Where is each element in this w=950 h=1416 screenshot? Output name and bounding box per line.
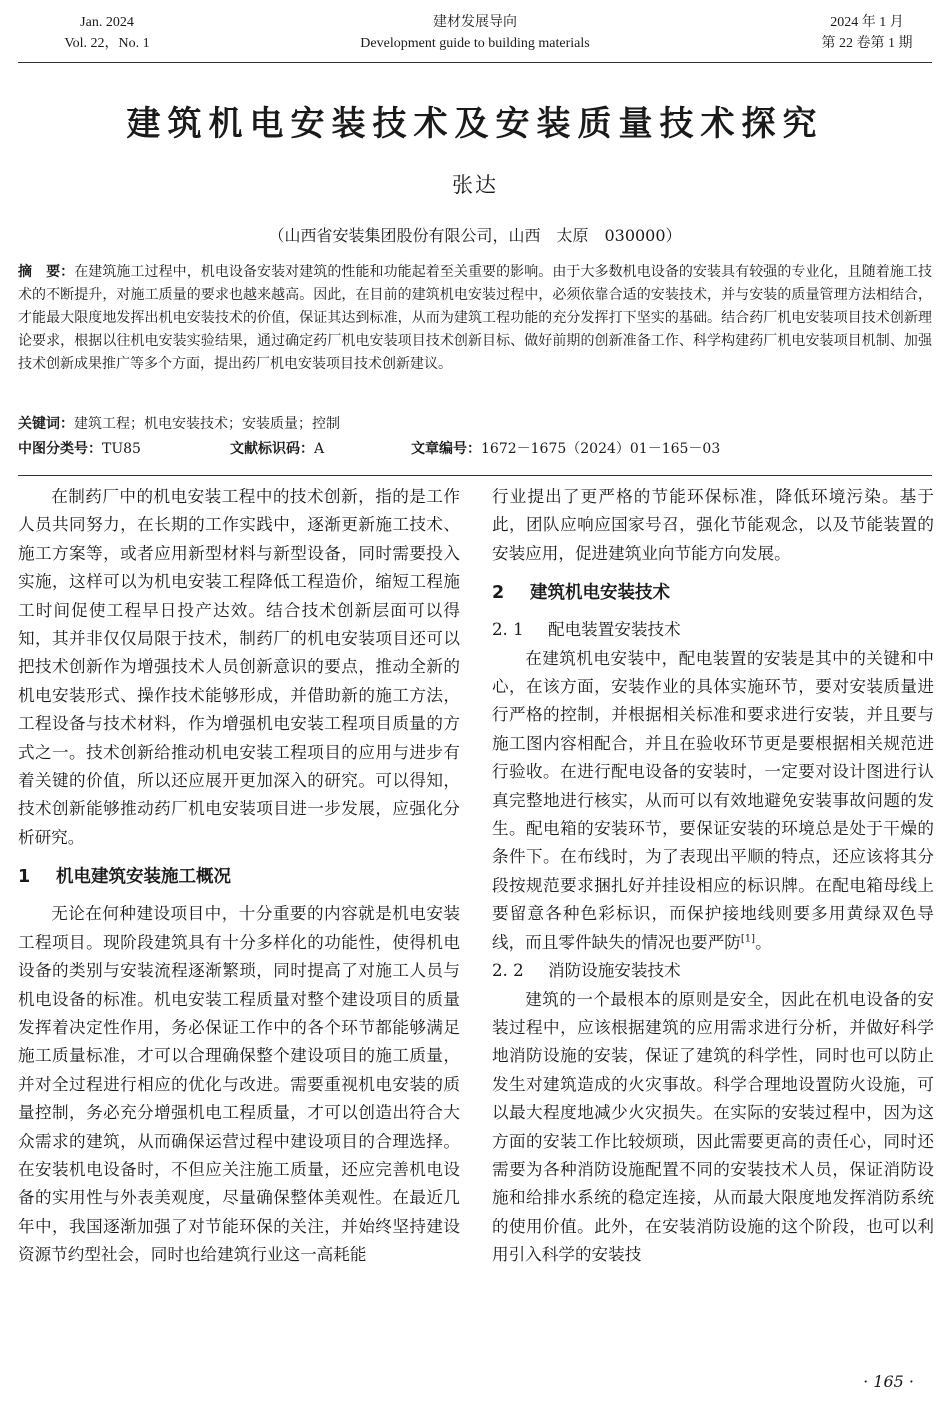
citation-1: [1] [740, 933, 756, 945]
section-1-continuation: 行业提出了更严格的节能环保标准，降低环境污染。基于此，团队应响应国家号召，强化节能观念，以及节能装置的安装应用，促进建筑业向节能方向发展。 [492, 487, 934, 563]
article-title: 建筑机电安装技术及安装质量技术探究 [126, 104, 824, 144]
clc-label: 中图分类号： [18, 441, 102, 457]
section-2-1-title: 配电装置安装技术 [548, 620, 681, 640]
section-1-heading [18, 864, 460, 890]
article-number-label: 文章编号： [411, 441, 481, 457]
body-column-left [18, 483, 460, 1270]
author-affiliation: （山西省安装集团股份有限公司，山西 太原 030000） [268, 226, 682, 245]
section-2-1-paragraph [492, 645, 934, 957]
section-2-1-number: 2. 1 [492, 620, 524, 640]
keywords-text: 建筑工程；机电安装技术；安装质量；控制 [74, 416, 340, 432]
section-2-1-text: 在建筑机电安装中，配电装置的安装是其中的关键和中心，在该方面，安装作业的具体实施环节，要对安装质量进行严格的控制，并根据相关标准和要求进行安装，并且要与施工图内容相配合，并且在验收环节更是要根据相关规范进行验收。在进行配电设备的安装时，一定要对设计图进行认真完整地进行核实，从而可以有效地避免安装事故问题的发生。配电箱的安装环节，要保证安装的环境总是处于干燥的条件下。在布线时，为了表现出平顺的特点，还应该将其分段按规范要求捆扎好并挂设相应的标识牌。在配电箱母线上要留意各种色彩标识，而保护接地线则要多用黄绿双色导线，而且零件缺失的情况也要严防 [492, 648, 934, 952]
section-2-2-title: 消防设施安装技术 [548, 961, 681, 981]
keywords-label: 关键词： [18, 416, 74, 432]
header-center [300, 12, 650, 54]
section-1-number: 1 [18, 867, 31, 888]
page-number: · 165 · [863, 1372, 914, 1391]
section-2-number: 2 [492, 583, 505, 604]
doc-code-label: 文献标识码： [230, 441, 314, 457]
abstract [18, 261, 932, 376]
journal-name-cn: 建材发展导向 [433, 15, 517, 30]
section-2-1-end: 。 [755, 932, 772, 952]
section-1-title: 机电建筑安装施工概况 [56, 867, 231, 888]
clc-field [18, 438, 141, 461]
header-volume-en: Vol. 22，No. 1 [64, 36, 150, 51]
header-left [52, 12, 162, 54]
abstract-text: 在建筑施工过程中，机电设备安装对建筑的性能和功能起着至关重要的影响。由于大多数机电设备的安装具有较强的专业化，且随着施工技术的不断提升，对施工质量的要求也越来越高。因此，在目前的建筑机电安装过程中，必须依靠合适的安装技术，并与安装的质量管理方法相结合，才能最大限度地发挥出机电安装技术的价值，保证其达到标准，从而为建筑工程功能的充分发挥打下坚实的基础。结合药厂机电安装项目技术创新理论要求，根据以往机电安装实验结果，通过确定药厂机电安装项目技术创新目标、做好前期的创新准备工作、科学构建药厂机电安装项目机制、加强技术创新成果推广等多个方面，提出药厂机电安装项目技术创新建议。 [18, 264, 932, 372]
header-date-cn: 2024 年 1 月 [830, 15, 904, 30]
doc-code-value: A [314, 441, 325, 457]
keywords [18, 413, 932, 436]
body-column-right [492, 483, 934, 1270]
meta-divider [18, 475, 932, 476]
section-2-2-number: 2. 2 [492, 961, 524, 981]
header-volume-cn: 第 22 卷第 1 期 [821, 36, 913, 51]
article-number-field [411, 438, 720, 461]
abstract-label: 摘 要： [18, 264, 75, 280]
section-1-paragraph: 无论在何种建设项目中，十分重要的内容就是机电安装工程项目。现阶段建筑具有十分多样化的功能性，使得机电设备的类别与安装流程逐渐繁琐，同时提高了对施工人员与机电设备的标准。机电安装工程质量对整个建设项目的质量发挥着决定性作用，务必保证工作中的各个环节都能够满足施工质量标准，才可以合理确保整个建设项目的施工质量，并对全过程进行相应的优化与改进。需要重视机电安装的质量控制，务必充分增强机电工程质量，才可以创造出符合大众需求的建筑，从而确保运营过程中建设项目的合理选择。在安装机电设备时，不但应关注施工质量，还应完善机电设备的实用性与外表美观度，尽量确保整体美观性。在最近几年中，我国逐渐加强了对节能环保的关注，并始终坚持建设资源节约型社会，同时也给建筑行业这一高耗能 [18, 904, 460, 1265]
header-right [802, 12, 932, 54]
intro-paragraph: 在制药厂中的机电安装工程中的技术创新，指的是工作人员共同努力，在长期的工作实践中，逐渐更新施工技术、施工方案等，或者应用新型材料与新型设备，同时需要投入实施，这样可以为机电安装工程降低工程造价，缩短工程施工时间促使工程早日投产达效。结合技术创新层面可以得知，其并非仅仅局限于技术，制药厂的机电安装项目还可以把技术创新作为增强技术人员创新意识的要点，推动全新的机电安装形式、操作技术能够形成，并借助新的施工方法，工程设备与技术材料，作为增强机电安装工程项目质量的方式之一。技术创新给推动机电安装工程项目的应用与进步有着关键的价值，所以还应展开更加深入的研究。可以得知，技术创新能够推动药厂机电安装项目进一步发展，应强化分析研究。 [18, 487, 460, 847]
section-2-1-heading [492, 616, 934, 644]
journal-name-en: Development guide to building materials [360, 36, 590, 51]
clc-value: TU85 [102, 441, 141, 457]
section-2-heading [492, 580, 934, 606]
running-header [0, 12, 950, 58]
header-divider [18, 62, 932, 63]
section-2-2-paragraph: 建筑的一个最根本的原则是安全，因此在机电设备的安装过程中，应该根据建筑的应用需求进行分析，并做好科学地消防设施的安装，保证了建筑的科学性，同时也可以防止发生对建筑造成的火灾事故。科学合理地设置防火设施，可以最大程度地减少火灾损失。在实际的安装过程中，因为这方面的安装工作比较烦琐，因此需要更高的责任心，同时还需要为各种消防设施配置不同的安装技术人员，保证消防设施和给排水系统的稳定连接，从而最大限度地发挥消防系统的使用价值。此外，在安装消防设施的这个阶段，也可以利用引入科学的安装技 [492, 989, 934, 1265]
section-2-title: 建筑机电安装技术 [530, 583, 670, 604]
article-number-value: 1672－1675（2024）01－165－03 [481, 441, 721, 457]
header-date-en: Jan. 2024 [80, 15, 134, 30]
doc-code-field [230, 438, 324, 461]
section-2-2-heading [492, 957, 934, 985]
article-author: 张达 [452, 173, 498, 197]
classification-line [18, 438, 932, 461]
